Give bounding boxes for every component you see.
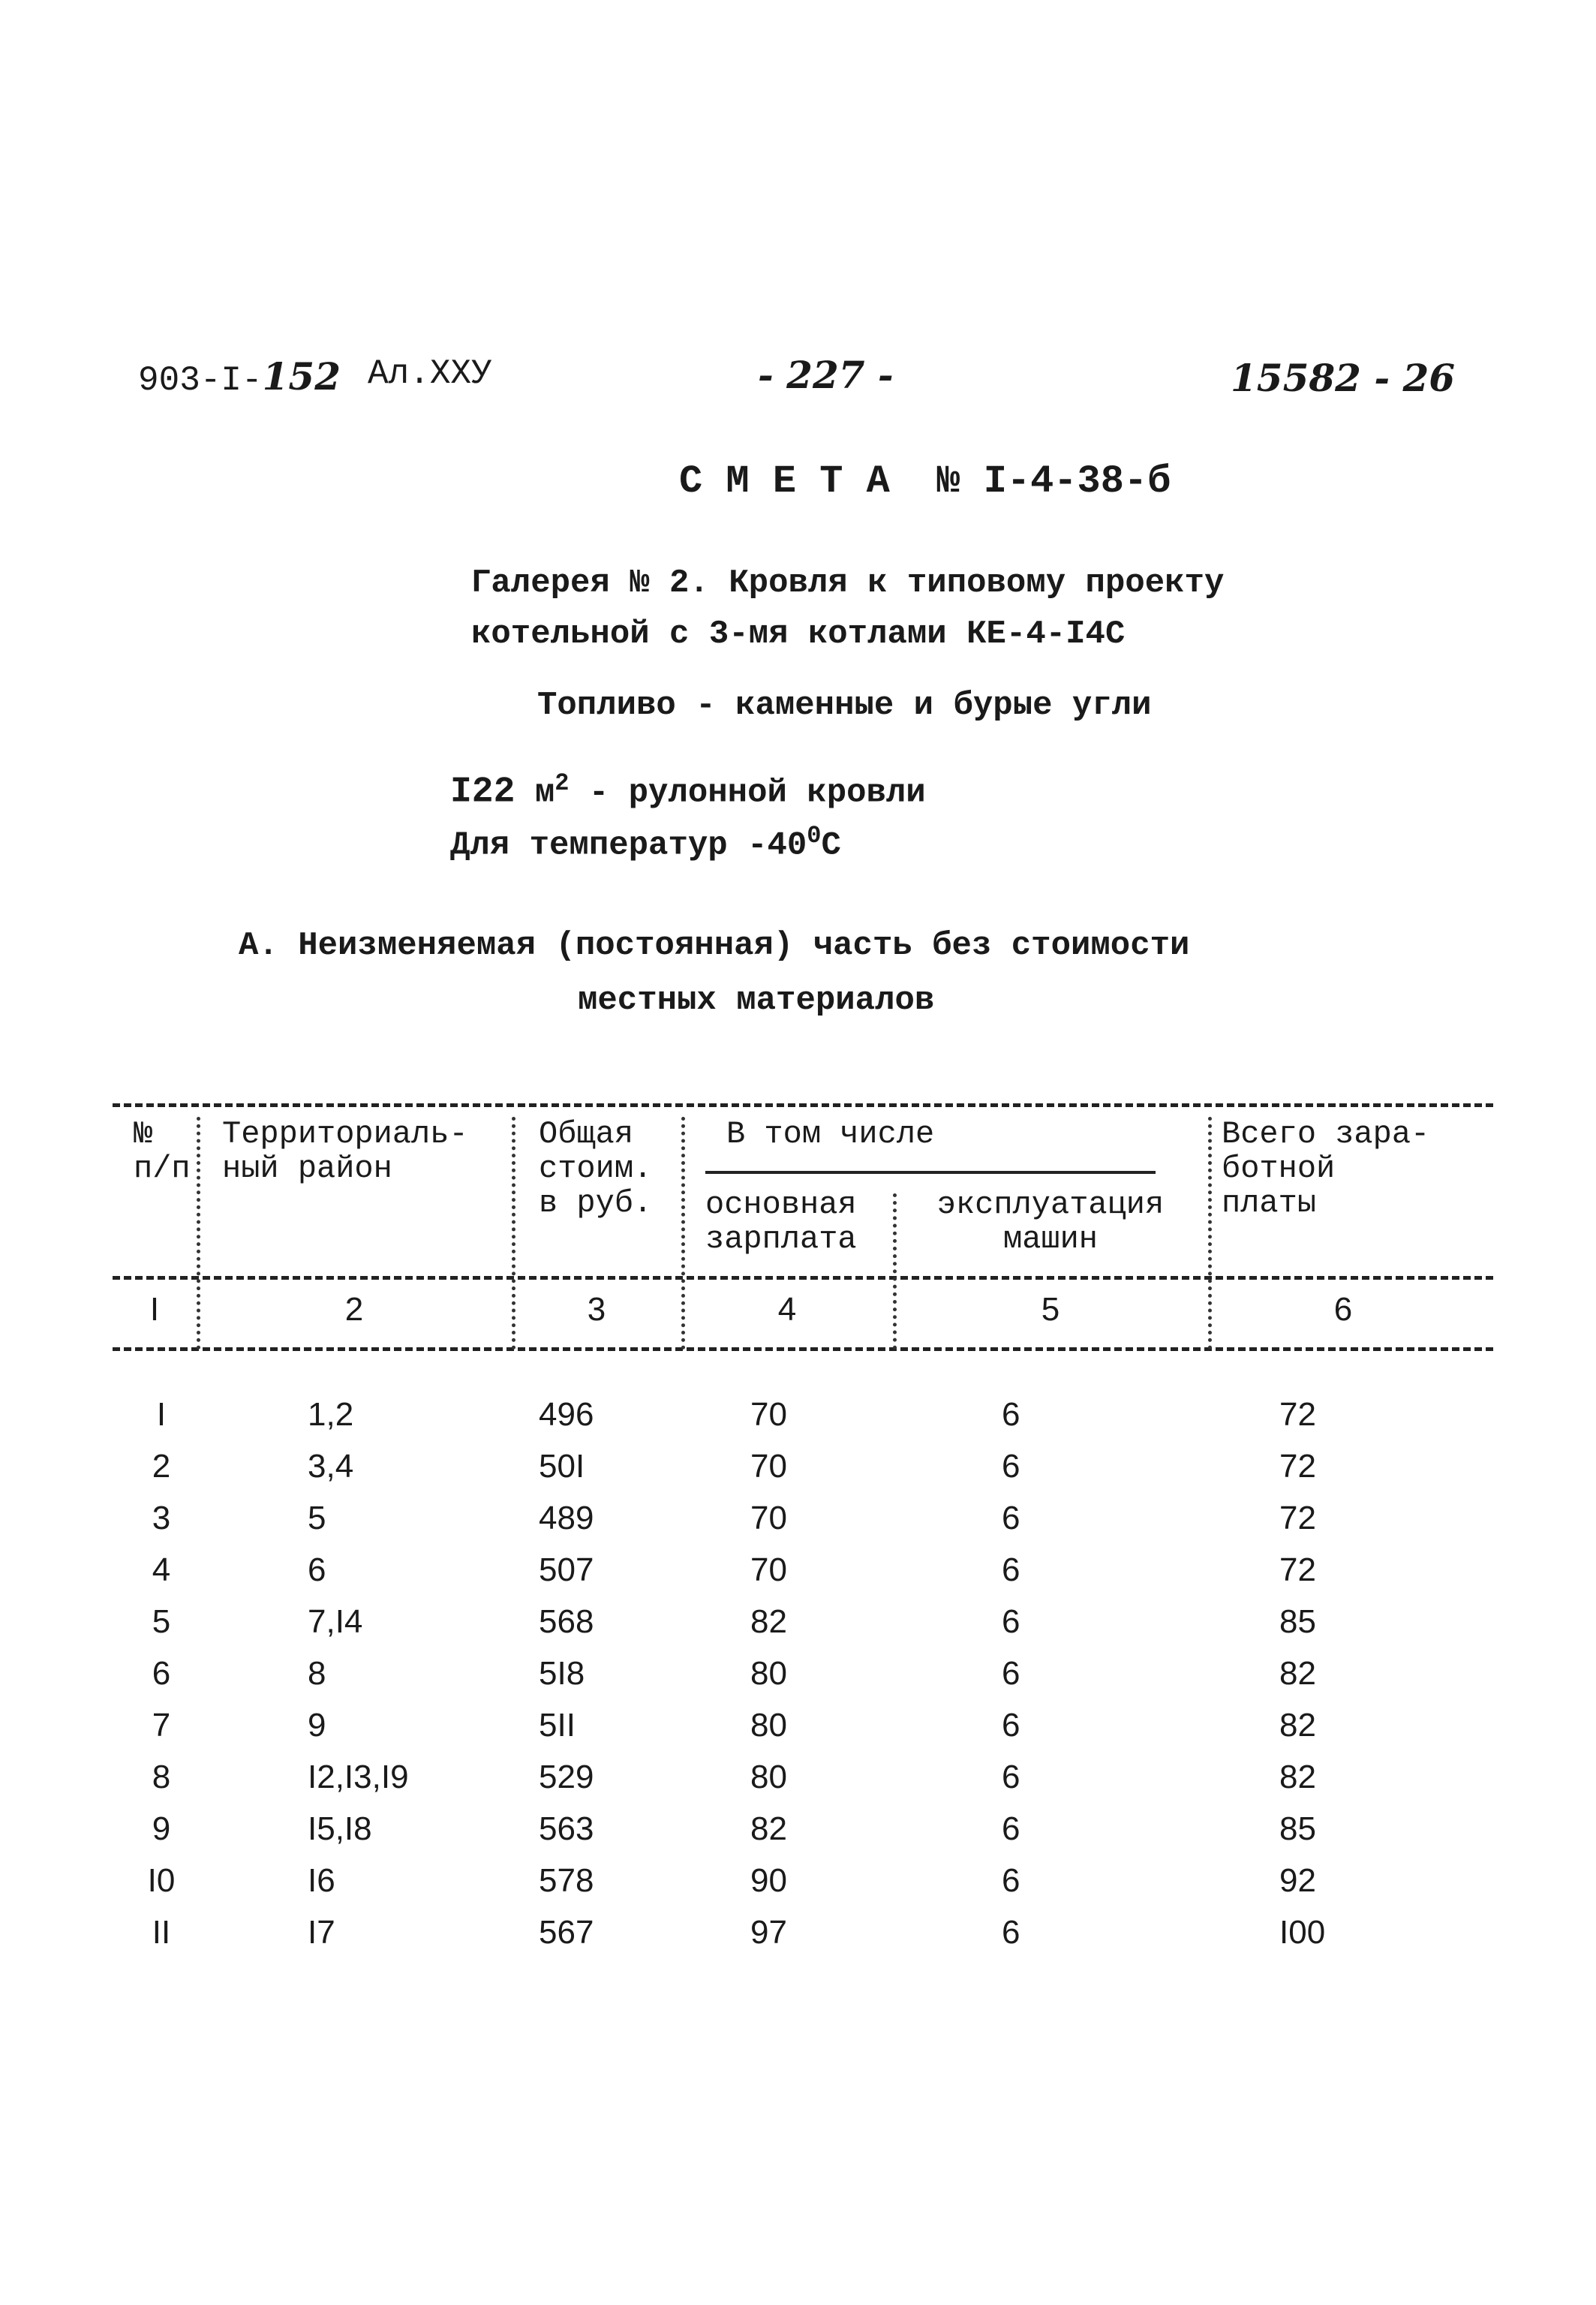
table-row [0,1862,1596,1907]
col-number-3: 3 [587,1291,606,1328]
header-col3-line2: стоим. [539,1151,653,1187]
row-total-cost: 568 [539,1603,594,1640]
col-number-1: I [149,1291,160,1328]
header-col6-line1: Всего зара- [1222,1116,1430,1152]
row-total-salary: 82 [1279,1759,1316,1795]
header-col2-line1: Территориаль- [222,1116,468,1152]
table-row [0,1551,1596,1596]
row-base-salary: 70 [750,1396,787,1433]
row-total-cost: 50I [539,1448,585,1485]
temperature-unit: С [821,826,841,865]
row-district: 7,I4 [308,1603,363,1640]
row-machine-operation: 6 [1002,1655,1020,1692]
row-total-cost: 5II [539,1707,576,1744]
row-number: 9 [152,1810,171,1847]
row-district: I7 [308,1914,335,1951]
col-number-6: 6 [1333,1291,1353,1328]
header-col1-line1: № [134,1116,153,1152]
row-total-cost: 507 [539,1551,594,1588]
estimate-number: № I-4-38-б [936,459,1171,504]
row-number: 7 [152,1707,171,1744]
row-total-salary: 82 [1279,1655,1316,1692]
roof-area-value: I22 [450,772,515,813]
table-row [0,1655,1596,1700]
row-number: 2 [152,1448,171,1485]
row-machine-operation: 6 [1002,1448,1020,1485]
header-col1 [134,1117,191,1186]
row-total-cost: 563 [539,1810,594,1847]
header-group: В том числе [726,1116,935,1152]
header-col2 [222,1117,468,1186]
row-base-salary: 70 [750,1448,787,1485]
row-base-salary: 80 [750,1759,787,1795]
table-row [0,1810,1596,1855]
row-total-salary: I00 [1279,1914,1326,1951]
document-code [138,354,341,400]
row-total-salary: 72 [1279,1448,1316,1485]
row-district: I2,I3,I9 [308,1759,409,1795]
header-col1-line2: п/п [134,1151,191,1187]
column-numbers-rule [113,1347,1493,1351]
row-machine-operation: 6 [1002,1603,1020,1640]
roof-area-text: - рулонной кровли [569,774,926,812]
table-row [0,1759,1596,1804]
row-machine-operation: 6 [1002,1396,1020,1433]
row-total-salary: 85 [1279,1603,1316,1640]
row-base-salary: 90 [750,1862,787,1899]
description-line-2: котельной с 3-мя котлами КЕ-4-I4С [471,615,1126,653]
row-total-cost: 489 [539,1500,594,1536]
row-base-salary: 97 [750,1914,787,1951]
section-heading-1: А. Неизменяемая (постоянная) часть без стоимости [239,927,1190,964]
table-row [0,1603,1596,1648]
row-total-cost: 578 [539,1862,594,1899]
temperature-line [450,822,841,865]
roof-area-unit: м [534,774,555,812]
row-base-salary: 82 [750,1603,787,1640]
section-heading-2: местных материалов [578,982,935,1019]
header-col3-line1: Общая [539,1116,634,1152]
row-machine-operation: 6 [1002,1500,1020,1536]
row-total-salary: 72 [1279,1396,1316,1433]
fuel-line: Топливо - каменные и бурые угли [537,687,1152,724]
row-total-salary: 82 [1279,1707,1316,1744]
roof-area-sup: 2 [555,769,570,797]
row-number: 4 [152,1551,171,1588]
row-machine-operation: 6 [1002,1759,1020,1795]
row-total-cost: 567 [539,1914,594,1951]
row-number: 6 [152,1655,171,1692]
row-total-salary: 72 [1279,1551,1316,1588]
estimate-title-label: С М Е Т А [679,459,890,504]
row-base-salary: 70 [750,1500,787,1536]
row-base-salary: 80 [750,1707,787,1744]
row-number: 5 [152,1603,171,1640]
row-machine-operation: 6 [1002,1914,1020,1951]
header-col4-line1: основная [705,1187,857,1223]
album-label: Ал.XXУ [368,354,492,393]
row-machine-operation: 6 [1002,1862,1020,1899]
row-total-salary: 92 [1279,1862,1316,1899]
document-code-typed: 903-I- [138,361,263,400]
row-total-cost: 5I8 [539,1655,585,1692]
row-district: 3,4 [308,1448,354,1485]
row-machine-operation: 6 [1002,1707,1020,1744]
row-total-salary: 72 [1279,1500,1316,1536]
row-base-salary: 70 [750,1551,787,1588]
estimate-title [679,459,1171,504]
header-col2-line2: ный район [222,1151,392,1187]
col-number-2: 2 [344,1291,364,1328]
row-district: 6 [308,1551,326,1588]
header-col6-line2: ботной [1222,1151,1336,1187]
row-district: 5 [308,1500,326,1536]
temperature-sup: 0 [807,822,822,850]
row-number: 8 [152,1759,171,1795]
table-row [0,1396,1596,1441]
col-number-5: 5 [1041,1291,1060,1328]
header-col5 [908,1187,1193,1256]
table-row [0,1707,1596,1752]
header-col3-line3: в руб. [539,1185,653,1221]
description-line-1: Галерея № 2. Кровля к типовому проекту [471,564,1225,602]
document-code-handwritten: 152 [262,354,341,399]
group-underline [705,1171,1156,1174]
header-col4-line2: зарплата [705,1221,857,1257]
page-number: - 227 - [758,353,894,397]
header-col4 [705,1187,857,1256]
col-number-4: 4 [777,1291,797,1328]
table-row [0,1500,1596,1545]
row-district: 8 [308,1655,326,1692]
header-col5-line2: машин [1002,1221,1099,1257]
row-district: I5,I8 [308,1810,372,1847]
row-total-cost: 529 [539,1759,594,1795]
row-base-salary: 80 [750,1655,787,1692]
row-number: 3 [152,1500,171,1536]
row-total-salary: 85 [1279,1810,1316,1847]
table-top-rule [113,1103,1493,1107]
temperature-text: Для температур -40 [450,826,807,865]
header-col6 [1222,1117,1429,1220]
row-district: I6 [308,1862,335,1899]
row-base-salary: 82 [750,1810,787,1847]
row-district: 1,2 [308,1396,354,1433]
table-row [0,1448,1596,1493]
roof-area-line [450,769,926,813]
row-total-cost: 496 [539,1396,594,1433]
table-row [0,1914,1596,1959]
row-district: 9 [308,1707,326,1744]
row-number: II [152,1914,171,1951]
header-col5-line1: эксплуатация [936,1187,1165,1223]
row-number: I0 [147,1862,176,1899]
header-bottom-rule [113,1276,1493,1280]
row-number: I [156,1396,167,1433]
header-col6-line3: платы [1222,1185,1317,1221]
header-col3 [539,1117,652,1220]
row-machine-operation: 6 [1002,1810,1020,1847]
row-machine-operation: 6 [1002,1551,1020,1588]
doc-number: 15582 - 26 [1231,356,1456,400]
